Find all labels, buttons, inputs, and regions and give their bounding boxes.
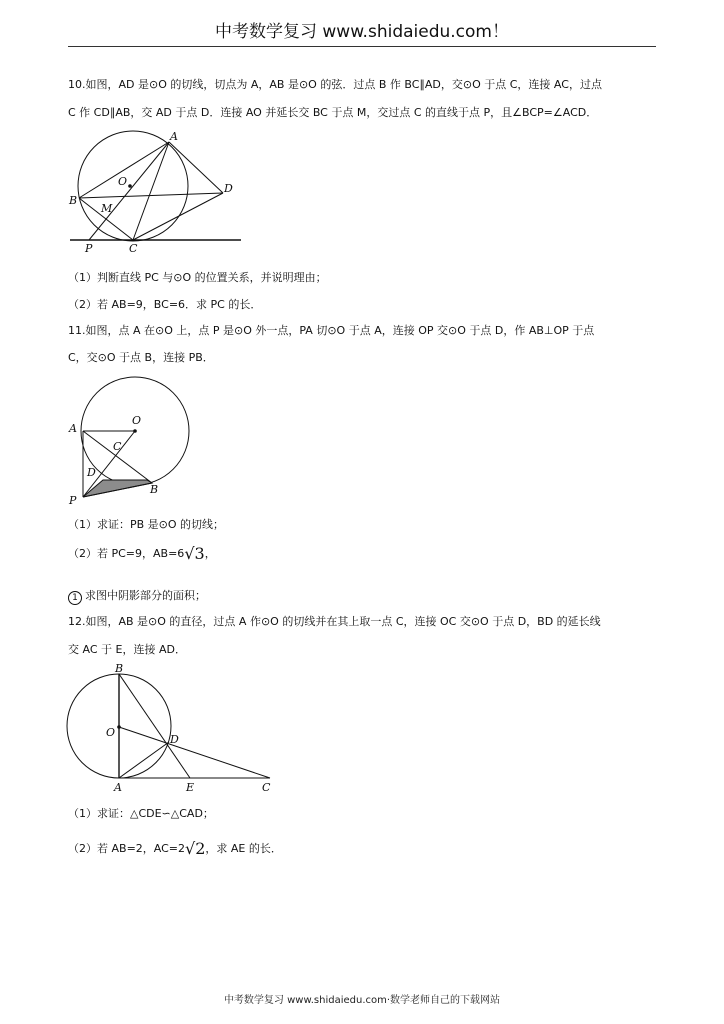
q10-label-m: M (101, 202, 113, 215)
q10-label-c: C (129, 242, 138, 255)
q10-label-p: P (85, 242, 93, 255)
q11-label-p: P (69, 494, 77, 507)
q11-label-d: D (87, 466, 96, 479)
q12-part1: （1）求证：△CDE∽△CAD； (68, 807, 214, 820)
q11-label-a: A (69, 422, 77, 435)
q12-part2 (68, 839, 663, 858)
q11-sub1 (68, 589, 663, 605)
q11-part1: （1）求证：PB 是⊙O 的切线； (68, 518, 225, 531)
q11-part2 (68, 544, 663, 563)
q10-part2: （2）若 AB=9，BC=6．求 PC 的长． (68, 298, 262, 311)
q10-label-d: D (224, 182, 233, 195)
q11-line2: C，交⊙O 于点 B，连接 PB． (68, 351, 214, 364)
q12-label-o: O (106, 726, 116, 739)
q12-label-e: E (186, 781, 195, 794)
q10-line1: 10.如图，AD 是⊙O 的切线，切点为 A，AB 是⊙O 的弦．过点 B 作 BC∥AD，交⊙O 于点 C，连接 AC，过点 (68, 78, 602, 91)
q10-line2: C 作 CD∥AB，交 AD 于点 D．连接 AO 并延长交 BC 于点 M，交过点 C 的直线于点 P，且∠BCP=∠ACD． (68, 106, 598, 119)
q11-figure (66, 372, 196, 510)
q12-line1: 12.如图，AB 是⊙O 的直径，过点 A 作⊙O 的切线并在其上取一点 C，连接 OC 交⊙O 于点 D，BD 的延长线 (68, 615, 601, 628)
q12-part2-suffix: ，求 AE 的长． (205, 842, 282, 855)
q11-label-b: B (150, 483, 159, 496)
q11-part2-prefix: （2）若 PC=9，AB=6 (68, 547, 185, 560)
q12-sqrt-2: √2 (185, 839, 206, 858)
q10-figure (66, 128, 246, 256)
q10-label-b: B (69, 194, 78, 207)
q12-figure (66, 664, 286, 794)
q12-part2-prefix: （2）若 AB=2，AC=2 (68, 842, 186, 855)
q12-label-a: A (114, 781, 122, 794)
q10-part1: （1）判断直线 PC 与⊙O 的位置关系，并说明理由； (68, 271, 327, 284)
page-footer: 中考数学复习 www.shidaiedu.com·数学老师自己的下载网站 (223, 995, 501, 1006)
q12-label-c: C (262, 781, 271, 794)
q11-sub1-number: 1 (68, 591, 82, 605)
page-header: 中考数学复习 www.shidaiedu.com！ (68, 18, 656, 47)
q11-line1: 11.如图，点 A 在⊙O 上，点 P 是⊙O 外一点，PA 切⊙O 于点 A，连接 OP 交⊙O 于点 D，作 AB⊥OP 于点 (68, 324, 595, 337)
q10-label-o: O (118, 175, 128, 188)
q11-label-c: C (113, 440, 122, 453)
q11-sqrt-3: √3 (184, 544, 205, 563)
q12-label-b: B (115, 662, 124, 675)
q12-line2: 交 AC 于 E，连接 AD． (68, 643, 186, 656)
q11-label-o: O (132, 414, 142, 427)
q10-label-a: A (170, 130, 178, 143)
q11-sub1-text: 求图中阴影部分的面积； (85, 589, 206, 602)
q11-part2-suffix: ， (204, 547, 216, 560)
q12-label-d: D (170, 733, 179, 746)
